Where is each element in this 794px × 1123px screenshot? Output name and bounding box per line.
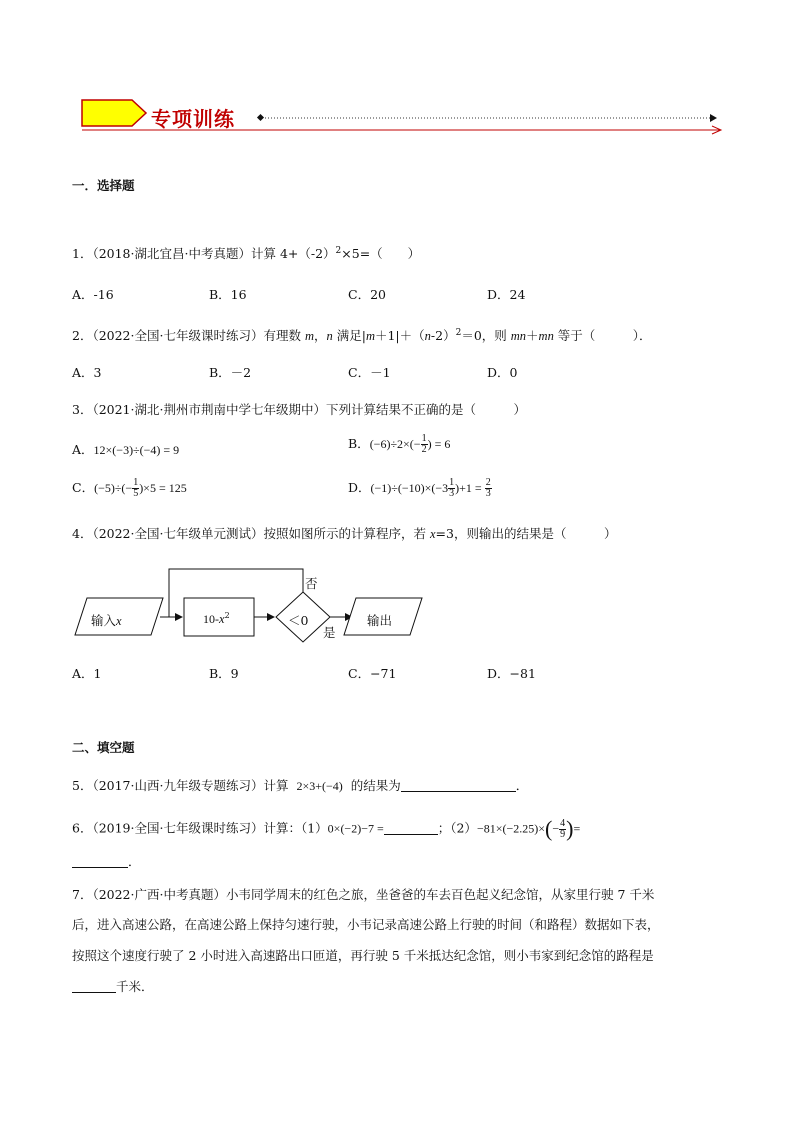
frac-denominator: 3 (449, 488, 455, 499)
header-arrow-icon (710, 114, 717, 122)
q1-exponent: 2 (335, 245, 342, 256)
question-3 (72, 400, 526, 418)
q2-comma: ， (313, 328, 327, 343)
q5-stem: 计算 (263, 778, 289, 793)
q4-number: 4． (72, 526, 93, 541)
q2-source: （2022·全国·七年级课时练习） (92, 328, 264, 343)
q7-text-1: 小韦同学周末的红色之旅，坐爸爸的车去百色起义纪念馆，从家里行驶 7 千米 (225, 887, 655, 902)
q3-option-a-expr: 12×(−3)÷(−4) = 9 (93, 443, 180, 457)
q6-line-2 (72, 852, 141, 870)
q2-option-d[interactable]: D．0 (487, 365, 518, 380)
flow-no-label: 否 (305, 576, 318, 591)
q7-line-4 (72, 977, 154, 995)
frac-denominator: 5 (133, 488, 139, 499)
q4-var-x: x (429, 527, 436, 541)
q1-stem-end: ×5=（ ） (341, 246, 421, 261)
q3-option-b-label: B． (348, 436, 370, 451)
q3-option-b-expr: (−6)÷2×(− (369, 437, 421, 451)
frac-numerator: 1 (133, 477, 139, 488)
q1-source: （2018·湖北宜昌·中考真题） (92, 246, 251, 261)
q2-var-m2: m (365, 329, 375, 343)
flow-process-exp: 2 (224, 611, 230, 620)
question-4 (72, 524, 616, 542)
q5-stem-end: 的结果为 (350, 778, 401, 793)
header-badge (82, 100, 146, 126)
q2-plus: ＋ (526, 328, 539, 343)
q6-separator: ；（2） (437, 820, 477, 836)
q3-stem: 下列计算结果不正确的是（ ） (325, 402, 526, 417)
q4-stem: 按照如图所示的计算程序，若 (263, 526, 430, 541)
flowchart (70, 560, 440, 650)
q6-answer-blank-1[interactable] (384, 821, 438, 835)
q3-option-b[interactable] (348, 434, 450, 455)
flow-process-label (203, 611, 230, 627)
q2-var-n2: n (424, 329, 431, 343)
q1-stem: 计算 4+（-2） (250, 246, 336, 261)
q5-number: 5． (72, 778, 93, 793)
q2-var-n: n (326, 329, 333, 343)
q6-paren-open: ( (545, 816, 553, 841)
question-1 (72, 244, 420, 262)
q4-option-c[interactable]: C．−71 (348, 666, 397, 681)
q6-expression-2: −81×(−2.25)× (476, 821, 545, 836)
q7-number: 7． (72, 887, 93, 902)
flow-process-text: 10- (203, 612, 219, 627)
q2-stem: 有理数 (263, 328, 305, 343)
q2-stem-end: 等于（ ）． (553, 328, 652, 343)
q3-option-b-fraction (421, 434, 428, 455)
q4-option-a[interactable]: A．1 (72, 666, 102, 681)
q3-option-a[interactable] (72, 440, 179, 458)
q3-option-d-result (485, 478, 492, 499)
question-6 (72, 816, 580, 842)
flow-output-label: 输出 (367, 613, 393, 628)
frac-denominator: 2 (421, 444, 427, 455)
q6-period: ． (128, 854, 141, 869)
flow-input-label (91, 611, 122, 629)
q6-answer-blank-2[interactable] (72, 854, 128, 868)
q3-option-c-label: C． (72, 480, 95, 495)
q6-paren-close: ) (566, 816, 574, 841)
question-2 (72, 326, 652, 344)
section-title-fill: 二、填空题 (72, 740, 135, 755)
q1-option-b[interactable]: B．16 (209, 287, 247, 302)
q3-number: 3． (72, 402, 93, 417)
q6-stem: 计算：（1） (263, 820, 328, 836)
q2-number: 2． (72, 328, 93, 343)
q2-exponent: 2 (455, 327, 462, 338)
q2-option-c[interactable]: C．－1 (348, 365, 391, 380)
frac-denominator: 3 (485, 488, 491, 499)
q4-option-b[interactable]: B．9 (209, 666, 239, 681)
q4-option-d[interactable]: D．−81 (487, 666, 536, 681)
q3-option-c[interactable] (72, 478, 187, 499)
frac-denominator: 9 (560, 828, 566, 840)
flow-yes-label: 是 (323, 625, 336, 640)
q7-text-2: 后，进入高速公路，在高速公路上保持匀速行驶，小韦记录高速公路上行驶的时间（和路程）数据如下表， (72, 917, 660, 932)
q7-text-3: 按照这个速度行驶了 2 小时进入高速路出口匝道，再行驶 5 千米抵达纪念馆，则小韦家到纪念馆的路程是 (72, 948, 654, 963)
q3-option-d-label: D． (348, 480, 371, 495)
q2-var-mn: mn (510, 329, 527, 343)
frac-numerator: 4 (560, 817, 566, 829)
q3-source: （2021·湖北·荆州市荆南中学七年级期中） (92, 402, 326, 417)
q6-minus: − (552, 821, 560, 836)
section-title-choice: 一．选择题 (72, 178, 135, 193)
flow-process-var: x (219, 612, 225, 627)
q2-stem-c: ＋1|＋（ (374, 328, 425, 343)
flow-input-var: x (116, 614, 122, 628)
frac-numerator: 1 (449, 477, 455, 488)
q5-expression: 2×3+(−4) (296, 779, 343, 793)
q4-stem-end: =3，则输出的结果是（ ） (435, 526, 617, 541)
q5-source: （2017·山西·九年级专题练习） (92, 778, 264, 793)
q5-period: ． (515, 778, 529, 793)
q2-stem-b: 满足| (332, 328, 366, 343)
question-7-line-1 (72, 885, 654, 903)
q3-option-d-expr-end: )+1 = (455, 481, 485, 495)
flow-decision-label: ＜0 (288, 613, 309, 628)
q3-option-d-expr: (−1)÷(−10)×(−3 (370, 481, 449, 495)
q2-var-m: m (304, 329, 314, 343)
q3-option-b-expr-end: ) = 6 (427, 437, 451, 451)
q5-answer-blank[interactable] (401, 778, 516, 792)
q6-number: 6． (72, 820, 93, 836)
q3-option-c-expr: (−5)÷(− (94, 481, 133, 495)
q7-source: （2022·广西·中考真题） (92, 887, 226, 902)
q1-number: 1． (72, 246, 93, 261)
q2-stem-e: ＝0，则 (461, 328, 511, 343)
q6-equals: = (573, 821, 581, 836)
frac-numerator: 1 (421, 433, 427, 444)
question-5 (72, 776, 528, 794)
q2-option-a[interactable]: A．3 (72, 365, 102, 380)
q2-stem-d: -2） (430, 328, 456, 343)
q2-option-b[interactable]: B．－2 (209, 365, 252, 380)
q3-option-c-expr-end: )×5 = 125 (139, 481, 187, 495)
q1-option-c[interactable]: C．20 (348, 287, 386, 302)
header-diamond-icon (257, 114, 264, 121)
q1-option-d[interactable]: D．24 (487, 287, 526, 302)
q1-option-a[interactable]: A．-16 (72, 287, 114, 302)
flow-input-text: 输入 (91, 613, 117, 628)
q4-source: （2022·全国·七年级单元测试） (92, 526, 264, 541)
frac-numerator: 2 (485, 477, 491, 488)
q6-source: （2019·全国·七年级课时练习） (92, 820, 264, 836)
q6-expression-1: 0×(−2)−7 = (327, 821, 384, 836)
q7-text-end: 千米． (116, 979, 154, 994)
header-title: 专项训练 (151, 107, 235, 131)
q3-option-d[interactable] (348, 478, 492, 499)
q2-var-mn2: mn (538, 329, 554, 343)
q3-option-a-label: A． (72, 442, 94, 457)
q7-answer-blank[interactable] (72, 979, 116, 993)
